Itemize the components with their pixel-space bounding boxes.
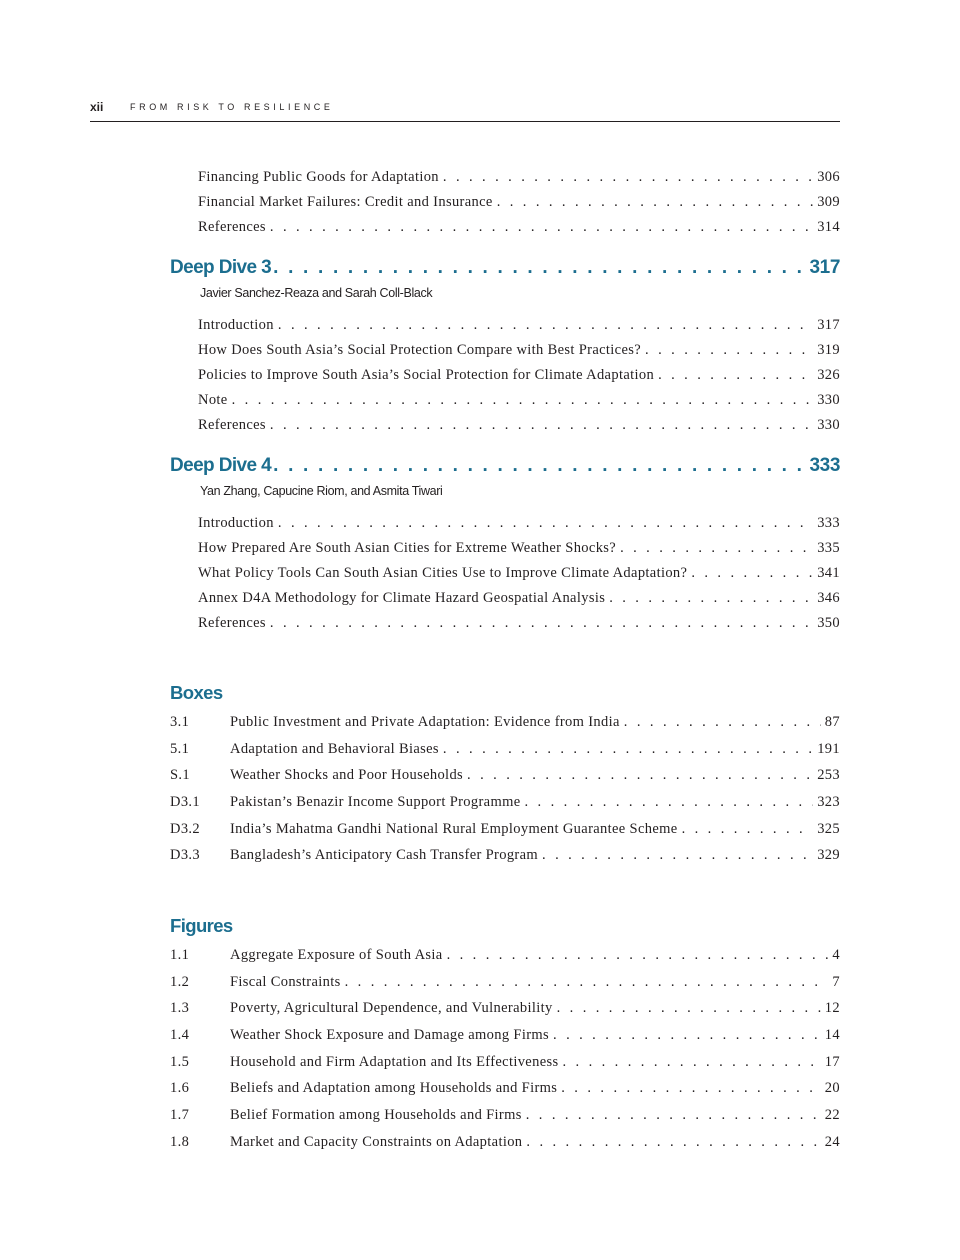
list-item-title: Belief Formation among Households and Firms <box>230 1107 522 1123</box>
list-item-page: 325 <box>817 821 840 837</box>
toc-entry-page: 350 <box>817 615 840 631</box>
list-item-title: Beliefs and Adaptation among Households and Firms <box>230 1080 558 1096</box>
deep-dive-4-page: 333 <box>809 455 840 476</box>
list-item-page: 12 <box>824 1000 840 1016</box>
list-item-number: 1.5 <box>170 1054 190 1070</box>
dot-leader <box>682 818 814 840</box>
list-item-number: S.1 <box>170 767 190 783</box>
toc-entry-page: 333 <box>817 515 840 531</box>
list-item[interactable] <box>170 844 840 866</box>
list-item[interactable] <box>170 1024 840 1046</box>
toc-entry[interactable] <box>198 389 840 411</box>
dot-leader <box>232 389 814 411</box>
list-item-number: 1.4 <box>170 1027 190 1043</box>
dot-leader <box>273 255 807 281</box>
list-item-title: Weather Shocks and Poor Households <box>230 767 464 783</box>
list-item-title: Household and Firm Adaptation and Its Effectiveness <box>230 1054 559 1070</box>
list-item-number: 1.2 <box>170 974 190 990</box>
list-item-title: India’s Mahatma Gandhi National Rural Employment Guarantee Scheme <box>230 821 678 837</box>
dot-leader <box>270 612 813 634</box>
toc-entry[interactable] <box>198 414 840 436</box>
list-item[interactable] <box>170 971 840 993</box>
list-item[interactable] <box>170 818 840 840</box>
toc-entry-title: How Does South Asia’s Social Protection Compare with Best Practices? <box>198 342 642 358</box>
list-item-page: 329 <box>817 847 840 863</box>
dot-leader <box>557 997 821 1019</box>
dot-leader <box>542 844 813 866</box>
list-item-number: 1.8 <box>170 1134 190 1150</box>
dot-leader <box>443 166 813 188</box>
list-item-number: D3.2 <box>170 821 200 837</box>
list-item-title: Pakistan’s Benazir Income Support Programme <box>230 794 521 810</box>
list-item-title: Public Investment and Private Adaptation: Evidence from India <box>230 714 620 730</box>
list-item-page: 14 <box>824 1027 840 1043</box>
list-item-page: 24 <box>824 1134 840 1150</box>
toc-entry[interactable] <box>198 512 840 534</box>
dot-leader <box>270 414 813 436</box>
dot-leader <box>561 1077 821 1099</box>
list-item-page: 87 <box>824 714 840 730</box>
dot-leader <box>691 562 813 584</box>
toc-entry-title: Introduction <box>198 317 274 333</box>
list-item-number: 5.1 <box>170 741 190 757</box>
dot-leader <box>645 339 813 361</box>
book-title: FROM RISK TO RESILIENCE <box>130 102 334 112</box>
dot-leader <box>278 512 813 534</box>
list-item-page: 22 <box>824 1107 840 1123</box>
toc-entry-title: Note <box>198 392 228 408</box>
list-item-title: Aggregate Exposure of South Asia <box>230 947 443 963</box>
list-item-title: Bangladesh’s Anticipatory Cash Transfer Program <box>230 847 539 863</box>
dot-leader <box>624 711 821 733</box>
deep-dive-3-authors: Javier Sanchez-Reaza and Sarah Coll-Black <box>200 286 433 300</box>
list-item[interactable] <box>170 944 840 966</box>
list-item[interactable] <box>170 1104 840 1126</box>
toc-entry-page: 326 <box>817 367 840 383</box>
toc-entry-title: What Policy Tools Can South Asian Cities Use to Improve Climate Adaptation? <box>198 565 688 581</box>
toc-entry-title: Policies to Improve South Asia’s Social Protection for Climate Adaptation <box>198 367 655 383</box>
toc-entry[interactable] <box>198 537 840 559</box>
list-item-number: 1.1 <box>170 947 190 963</box>
list-item-number: 3.1 <box>170 714 190 730</box>
list-item-title: Poverty, Agricultural Dependence, and Vulnerability <box>230 1000 553 1016</box>
list-item-page: 4 <box>832 947 840 963</box>
dot-leader <box>443 738 813 760</box>
list-item-title: Fiscal Constraints <box>230 974 341 990</box>
toc-entry-page: 330 <box>817 417 840 433</box>
toc-entry-page: 306 <box>817 169 840 185</box>
toc-entry-title: References <box>198 219 266 235</box>
deep-dive-4-heading[interactable] <box>170 453 840 479</box>
toc-entry-page: 330 <box>817 392 840 408</box>
deep-dive-4-authors: Yan Zhang, Capucine Riom, and Asmita Tiwari <box>200 484 443 498</box>
list-item-title: Weather Shock Exposure and Damage among Firms <box>230 1027 550 1043</box>
running-header <box>90 98 840 122</box>
dot-leader <box>658 364 813 386</box>
toc-entry-page: 317 <box>817 317 840 333</box>
list-item[interactable] <box>170 738 840 760</box>
dot-leader <box>345 971 829 993</box>
toc-entry-page: 335 <box>817 540 840 556</box>
dot-leader <box>526 1131 820 1153</box>
list-item-number: 1.3 <box>170 1000 190 1016</box>
dot-leader <box>497 191 814 213</box>
toc-entry[interactable] <box>198 216 840 238</box>
toc-entry-title: How Prepared Are South Asian Cities for Extreme Weather Shocks? <box>198 540 617 556</box>
list-item-page: 17 <box>824 1054 840 1070</box>
toc-entry[interactable] <box>198 166 840 188</box>
toc-entry-title: Financing Public Goods for Adaptation <box>198 169 439 185</box>
list-item[interactable] <box>170 1077 840 1099</box>
list-item-page: 7 <box>832 974 840 990</box>
list-item[interactable] <box>170 1131 840 1153</box>
toc-entry-title: References <box>198 615 266 631</box>
dot-leader <box>467 764 813 786</box>
list-item[interactable] <box>170 997 840 1019</box>
toc-entry[interactable] <box>198 191 840 213</box>
dot-leader <box>620 537 813 559</box>
dot-leader <box>278 314 813 336</box>
toc-entry[interactable] <box>198 587 840 609</box>
list-item-page: 191 <box>817 741 840 757</box>
deep-dive-3-heading[interactable] <box>170 255 840 281</box>
dot-leader <box>609 587 813 609</box>
dot-leader <box>447 944 829 966</box>
deep-dive-3-page: 317 <box>809 257 840 278</box>
toc-entry-page: 309 <box>817 194 840 210</box>
toc-entry[interactable] <box>198 612 840 634</box>
list-item-page: 20 <box>824 1080 840 1096</box>
toc-entry[interactable] <box>198 562 840 584</box>
figures-heading: Figures <box>170 915 233 936</box>
toc-entry-title: Annex D4A Methodology for Climate Hazard Geospatial Analysis <box>198 590 606 606</box>
page-number: xii <box>90 100 104 114</box>
deep-dive-3-title: Deep Dive 3 <box>170 257 272 278</box>
list-item-number: D3.1 <box>170 794 200 810</box>
list-item-title: Market and Capacity Constraints on Adaptation <box>230 1134 523 1150</box>
dot-leader <box>562 1051 820 1073</box>
toc-entry-page: 346 <box>817 590 840 606</box>
toc-entry[interactable] <box>198 364 840 386</box>
toc-entry[interactable] <box>198 339 840 361</box>
list-item[interactable] <box>170 711 840 733</box>
toc-entry-page: 319 <box>817 342 840 358</box>
list-item-number: 1.6 <box>170 1080 190 1096</box>
toc-entry[interactable] <box>198 314 840 336</box>
toc-entry-page: 314 <box>817 219 840 235</box>
dot-leader <box>525 791 814 813</box>
list-item-number: D3.3 <box>170 847 200 863</box>
list-item[interactable] <box>170 1051 840 1073</box>
list-item-number: 1.7 <box>170 1107 190 1123</box>
toc-entry-page: 341 <box>817 565 840 581</box>
dot-leader <box>273 453 807 479</box>
deep-dive-4-title: Deep Dive 4 <box>170 455 272 476</box>
list-item-page: 253 <box>817 767 840 783</box>
dot-leader <box>270 216 813 238</box>
dot-leader <box>553 1024 821 1046</box>
dot-leader <box>526 1104 821 1126</box>
list-item[interactable] <box>170 764 840 786</box>
toc-entry-title: Introduction <box>198 515 274 531</box>
boxes-heading: Boxes <box>170 682 223 703</box>
list-item[interactable] <box>170 791 840 813</box>
list-item-title: Adaptation and Behavioral Biases <box>230 741 439 757</box>
list-item-page: 323 <box>817 794 840 810</box>
toc-entry-title: References <box>198 417 266 433</box>
toc-entry-title: Financial Market Failures: Credit and Insurance <box>198 194 493 210</box>
